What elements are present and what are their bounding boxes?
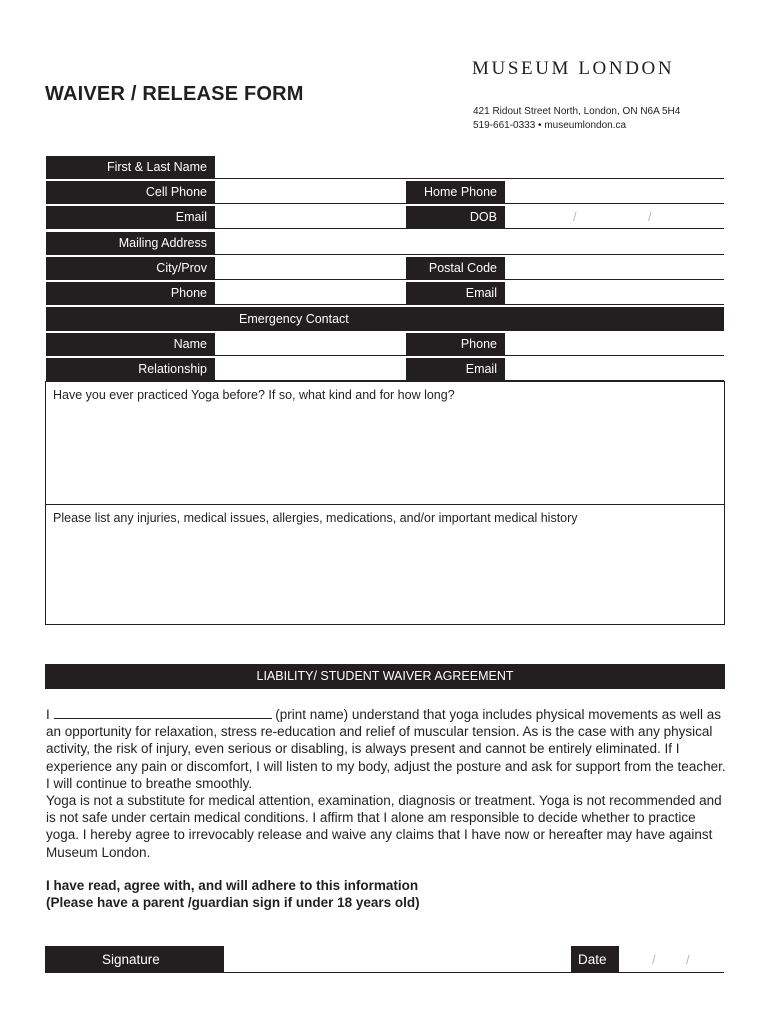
dob-label: DOB xyxy=(406,206,505,229)
ec-email-label: Email xyxy=(406,358,505,381)
contact-info: 519-661-0333 • museumlondon.ca xyxy=(473,120,627,131)
home-phone-field[interactable] xyxy=(505,181,724,204)
email-label: Email xyxy=(46,206,215,229)
home-phone-label: Home Phone xyxy=(406,181,505,204)
secondary-email-field[interactable] xyxy=(505,282,724,305)
ec-email-field[interactable] xyxy=(505,358,724,381)
dob-separator: / xyxy=(648,209,652,224)
agreement-statement xyxy=(46,877,420,911)
waiver-paragraph-1: (print name) understand that yoga includes physical movements as well as an opportunity for relaxation, stress re-education and relief of muscular tension. As is the case with any physical activity, the risk of injury, even serious or disabling, is always present and cannot be entirely eliminated. If I experience any pain or discomfort, I will listen to my body, adjust the posture and ask for support from the teacher. I will continue to breathe smoothly. xyxy=(46,707,726,791)
emergency-contact-heading: Emergency Contact xyxy=(239,312,349,326)
date-label-bar xyxy=(571,946,619,973)
waiver-text xyxy=(46,706,726,861)
mailing-address-label: Mailing Address xyxy=(46,232,215,255)
waiver-heading-bar xyxy=(45,664,725,689)
yoga-experience-question: Have you ever practiced Yoga before? If so, what kind and for how long? xyxy=(53,388,455,402)
page-title: WAIVER / RELEASE FORM xyxy=(45,83,304,105)
city-prov-label: City/Prov xyxy=(46,257,215,280)
date-field[interactable] xyxy=(619,946,724,973)
date-label: Date xyxy=(578,952,607,967)
ec-phone-field[interactable] xyxy=(505,333,724,356)
museum-logo: MUSEUM LONDON xyxy=(472,58,675,79)
address: 421 Ridout Street North, London, ON N6A 5H4 xyxy=(473,106,681,117)
agreement-line-2: (Please have a parent /guardian sign if under 18 years old) xyxy=(46,895,420,911)
first-last-name-field[interactable] xyxy=(215,156,724,179)
waiver-heading: LIABILITY/ STUDENT WAIVER AGREEMENT xyxy=(256,669,514,683)
postal-code-field[interactable] xyxy=(505,257,724,280)
agreement-line-1: I have read, agree with, and will adhere to this information xyxy=(46,878,419,893)
ec-relationship-label: Relationship xyxy=(46,358,215,381)
emergency-contact-bar xyxy=(46,307,724,331)
date-separator: / xyxy=(652,952,656,967)
print-name-blank[interactable] xyxy=(54,707,272,719)
ec-phone-label: Phone xyxy=(406,333,505,356)
dob-field[interactable] xyxy=(505,206,724,229)
waiver-paragraph-2: Yoga is not a substitute for medical attention, examination, diagnosis or treatment. Yoga is not recommended and is not safe under certain medical conditions. I affirm that I alone am responsible to decide whether to practice yoga. I hereby agree to irrevocably release and waive any claims that I have now or hereafter may have against Museum London. xyxy=(46,793,722,860)
city-prov-field[interactable] xyxy=(215,257,406,280)
ec-name-label: Name xyxy=(46,333,215,356)
phone-label: Phone xyxy=(46,282,215,305)
email-field[interactable] xyxy=(215,206,406,229)
yoga-experience-box[interactable] xyxy=(45,381,725,505)
date-separator: / xyxy=(686,952,690,967)
ec-name-field[interactable] xyxy=(215,333,406,356)
dob-separator: / xyxy=(573,209,577,224)
waiver-i: I xyxy=(46,707,50,722)
signature-label: Signature xyxy=(102,952,160,967)
signature-label-bar xyxy=(45,946,224,973)
mailing-address-field[interactable] xyxy=(215,232,724,255)
cell-phone-label: Cell Phone xyxy=(46,181,215,204)
secondary-email-label: Email xyxy=(406,282,505,305)
first-last-name-label: First & Last Name xyxy=(46,156,215,179)
signature-field[interactable] xyxy=(224,946,571,973)
cell-phone-field[interactable] xyxy=(215,181,406,204)
medical-history-box[interactable] xyxy=(45,504,725,625)
postal-code-label: Postal Code xyxy=(406,257,505,280)
phone-field[interactable] xyxy=(215,282,406,305)
ec-relationship-field[interactable] xyxy=(215,358,406,381)
medical-history-question: Please list any injuries, medical issues, allergies, medications, and/or important medical history xyxy=(53,511,578,525)
